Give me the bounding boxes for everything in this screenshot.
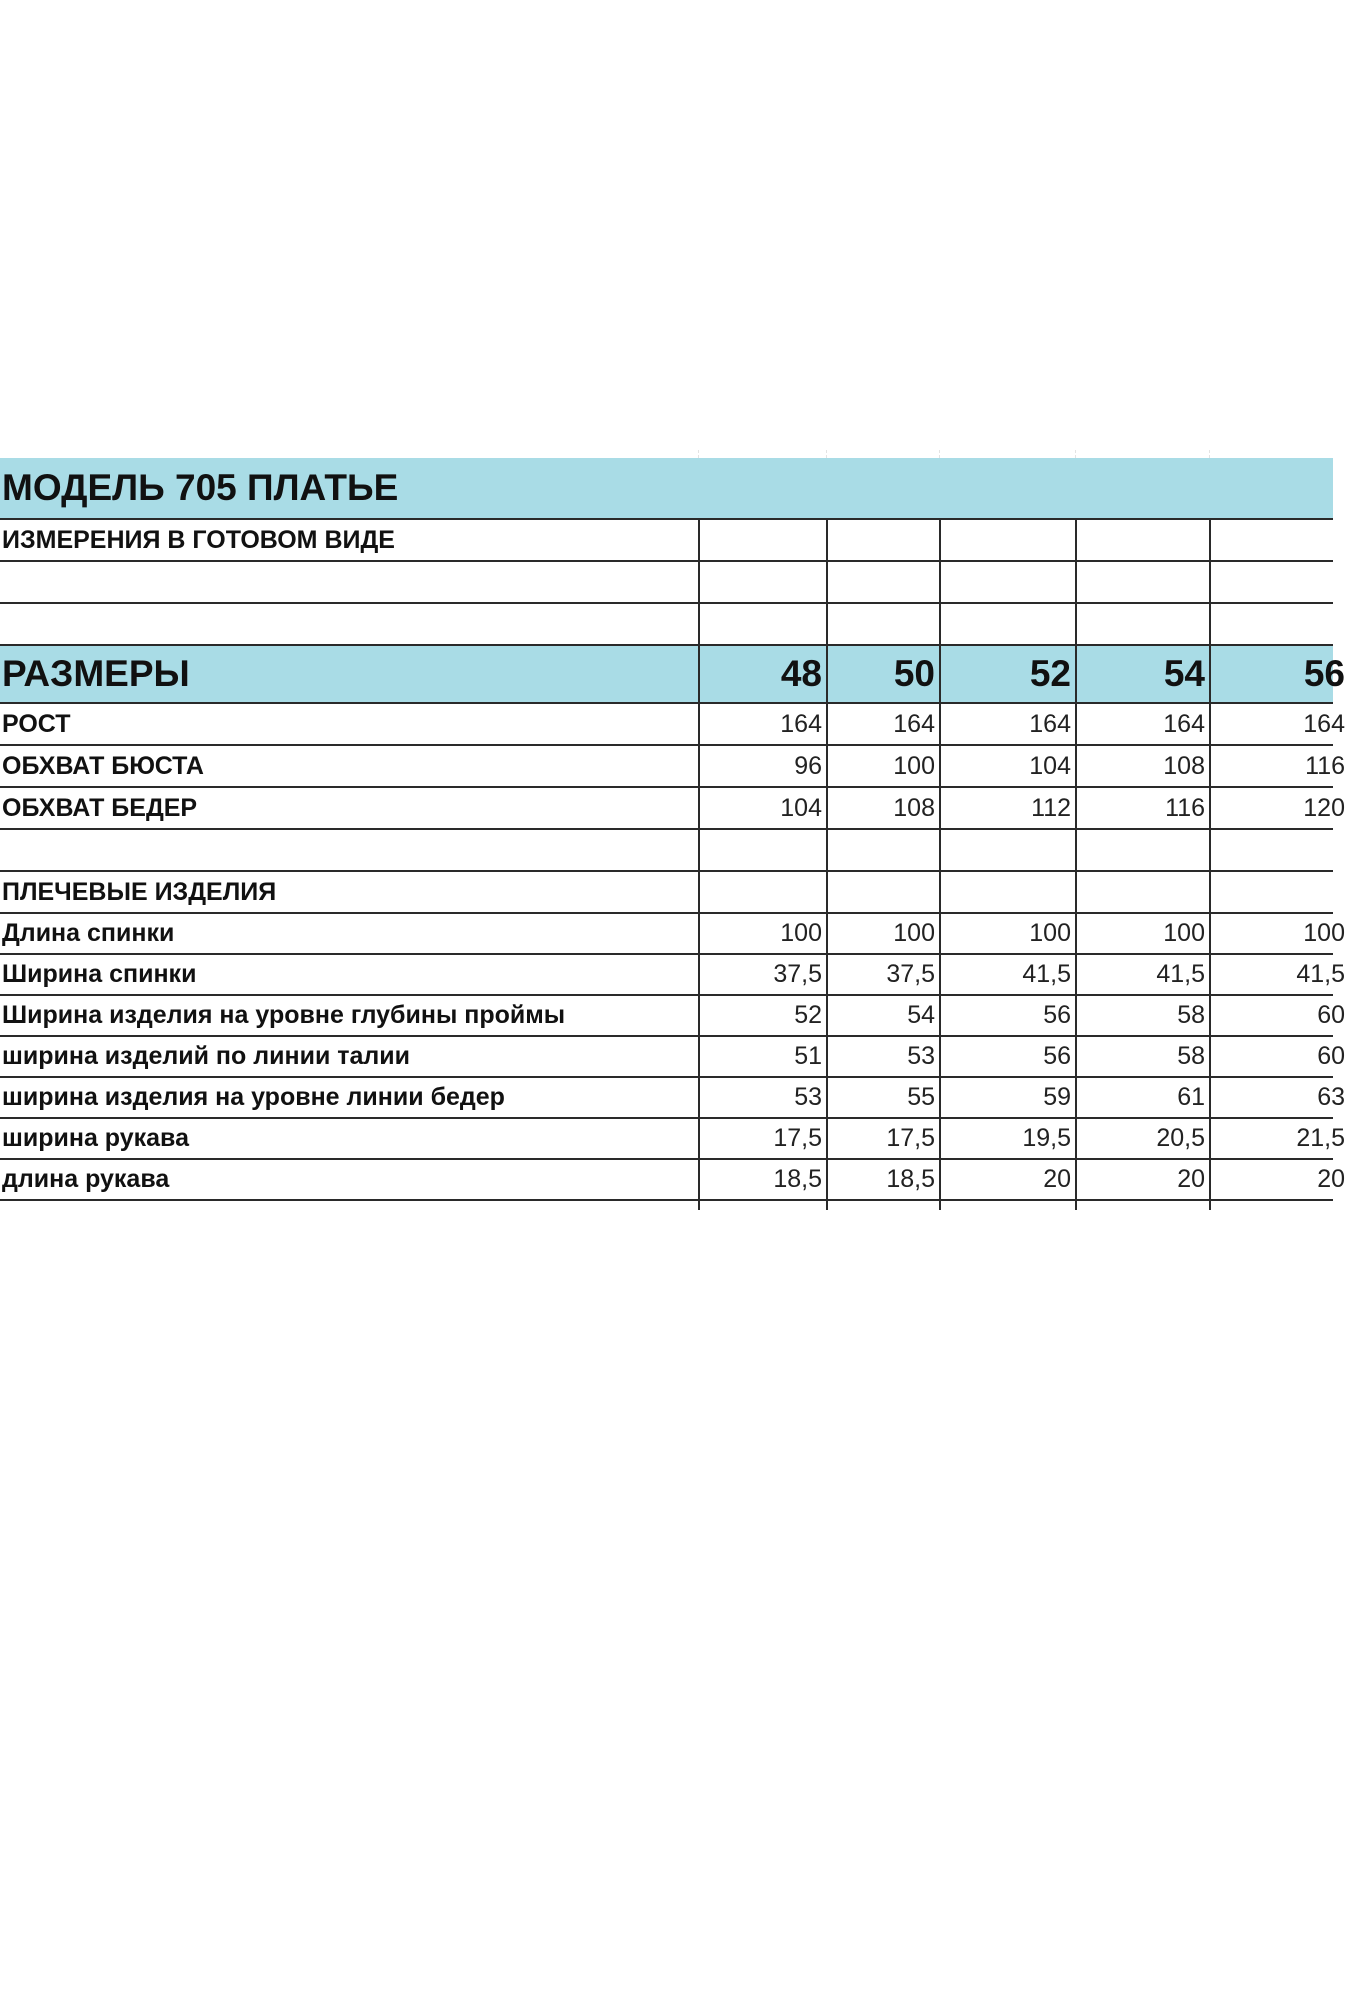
sizes-label: РАЗМЕРЫ	[2, 653, 190, 694]
grid-line	[1209, 1200, 1211, 1210]
value-cell: 21,5	[1209, 1119, 1349, 1158]
value-cell: 108	[826, 788, 939, 828]
empty-cell	[1209, 604, 1349, 644]
table-row	[0, 1119, 1345, 1160]
grid-line	[826, 1200, 828, 1210]
value-cell: 108	[1075, 746, 1209, 786]
size-52: 52	[939, 646, 1075, 702]
value-cell: 164	[939, 704, 1075, 744]
row-label: РОСТ	[2, 709, 71, 738]
value-cell: 59	[939, 1078, 1075, 1117]
value-cell: 18,5	[698, 1160, 826, 1199]
value-cell: 116	[1075, 788, 1209, 828]
grid-line	[698, 1200, 700, 1210]
row-label: ширина изделия на уровне линии бедер	[2, 1083, 505, 1111]
value-cell: 112	[939, 788, 1075, 828]
size-56: 56	[1209, 646, 1349, 702]
empty-cell	[826, 520, 939, 560]
row-label: ОБХВАТ БЮСТА	[2, 751, 204, 780]
value-cell: 100	[826, 914, 939, 953]
grid-line	[939, 1200, 941, 1210]
empty-cell	[1075, 520, 1209, 560]
value-cell: 56	[939, 996, 1075, 1035]
row-label: ширина рукава	[2, 1124, 189, 1152]
empty-cell	[1209, 872, 1349, 912]
empty-row	[0, 562, 1333, 604]
empty-cell	[1209, 830, 1349, 870]
row-label: Ширина изделия на уровне глубины проймы	[2, 1001, 566, 1029]
value-cell: 19,5	[939, 1119, 1075, 1158]
empty-cell	[698, 830, 826, 870]
table-row	[0, 914, 1345, 955]
section-row	[0, 872, 1333, 914]
value-cell: 61	[1075, 1078, 1209, 1117]
value-cell: 20	[939, 1160, 1075, 1199]
table-row	[0, 1160, 1345, 1201]
value-cell: 60	[1209, 1037, 1349, 1076]
row-label: Длина спинки	[2, 919, 175, 947]
empty-row	[0, 830, 1333, 872]
model-title: МОДЕЛЬ 705 ПЛАТЬЕ	[2, 467, 399, 508]
value-cell: 41,5	[1075, 955, 1209, 994]
empty-cell	[826, 872, 939, 912]
empty-cell	[698, 604, 826, 644]
value-cell: 164	[1209, 704, 1349, 744]
empty-cell	[826, 830, 939, 870]
empty-cell	[939, 520, 1075, 560]
value-cell: 58	[1075, 1037, 1209, 1076]
sizes-row	[0, 644, 1345, 704]
table-row	[0, 996, 1345, 1037]
value-cell: 100	[826, 746, 939, 786]
empty-cell	[939, 562, 1075, 602]
value-cell: 41,5	[1209, 955, 1349, 994]
value-cell: 20	[1075, 1160, 1209, 1199]
size-chart-table	[0, 458, 1345, 1210]
value-cell: 17,5	[698, 1119, 826, 1158]
row-label: ОБХВАТ БЕДЕР	[2, 793, 198, 822]
value-cell: 17,5	[826, 1119, 939, 1158]
row-label: Ширина спинки	[2, 960, 197, 988]
empty-row	[0, 604, 1333, 646]
subtitle-row	[0, 520, 1333, 562]
row-label: длина рукава	[2, 1165, 170, 1193]
value-cell: 100	[1075, 914, 1209, 953]
size-48: 48	[698, 646, 826, 702]
table-row	[0, 955, 1345, 996]
size-54: 54	[1075, 646, 1209, 702]
value-cell: 100	[939, 914, 1075, 953]
table-row	[0, 788, 1345, 830]
value-cell: 100	[1209, 914, 1349, 953]
row-label: ширина изделий по линии талии	[2, 1042, 411, 1070]
value-cell: 120	[1209, 788, 1349, 828]
empty-cell	[698, 562, 826, 602]
table-row	[0, 1078, 1345, 1119]
title-row	[0, 458, 1333, 520]
value-cell: 164	[1075, 704, 1209, 744]
value-cell: 18,5	[826, 1160, 939, 1199]
value-cell: 96	[698, 746, 826, 786]
empty-cell	[698, 520, 826, 560]
grid-line	[1075, 1200, 1077, 1210]
value-cell: 37,5	[698, 955, 826, 994]
value-cell: 20,5	[1075, 1119, 1209, 1158]
value-cell: 63	[1209, 1078, 1349, 1117]
measurements-subtitle: ИЗМЕРЕНИЯ В ГОТОВОМ ВИДЕ	[2, 525, 395, 554]
empty-cell	[1075, 830, 1209, 870]
value-cell: 41,5	[939, 955, 1075, 994]
table-row	[0, 746, 1345, 788]
empty-cell	[939, 604, 1075, 644]
value-cell: 60	[1209, 996, 1349, 1035]
empty-cell	[698, 872, 826, 912]
empty-cell	[1209, 562, 1349, 602]
value-cell: 164	[698, 704, 826, 744]
empty-cell	[1209, 520, 1349, 560]
value-cell: 56	[939, 1037, 1075, 1076]
value-cell: 51	[698, 1037, 826, 1076]
value-cell: 100	[698, 914, 826, 953]
value-cell: 104	[939, 746, 1075, 786]
value-cell: 58	[1075, 996, 1209, 1035]
value-cell: 53	[826, 1037, 939, 1076]
size-50: 50	[826, 646, 939, 702]
section-label: ПЛЕЧЕВЫЕ ИЗДЕЛИЯ	[2, 877, 277, 906]
value-cell: 20	[1209, 1160, 1349, 1199]
empty-cell	[1075, 872, 1209, 912]
value-cell: 37,5	[826, 955, 939, 994]
table-row	[0, 704, 1345, 746]
value-cell: 55	[826, 1078, 939, 1117]
empty-cell	[826, 562, 939, 602]
value-cell: 54	[826, 996, 939, 1035]
empty-cell	[1075, 562, 1209, 602]
empty-cell	[826, 604, 939, 644]
value-cell: 164	[826, 704, 939, 744]
empty-cell	[939, 830, 1075, 870]
value-cell: 104	[698, 788, 826, 828]
value-cell: 116	[1209, 746, 1349, 786]
empty-cell	[1075, 604, 1209, 644]
empty-cell	[939, 872, 1075, 912]
value-cell: 52	[698, 996, 826, 1035]
value-cell: 53	[698, 1078, 826, 1117]
table-row	[0, 1037, 1345, 1078]
